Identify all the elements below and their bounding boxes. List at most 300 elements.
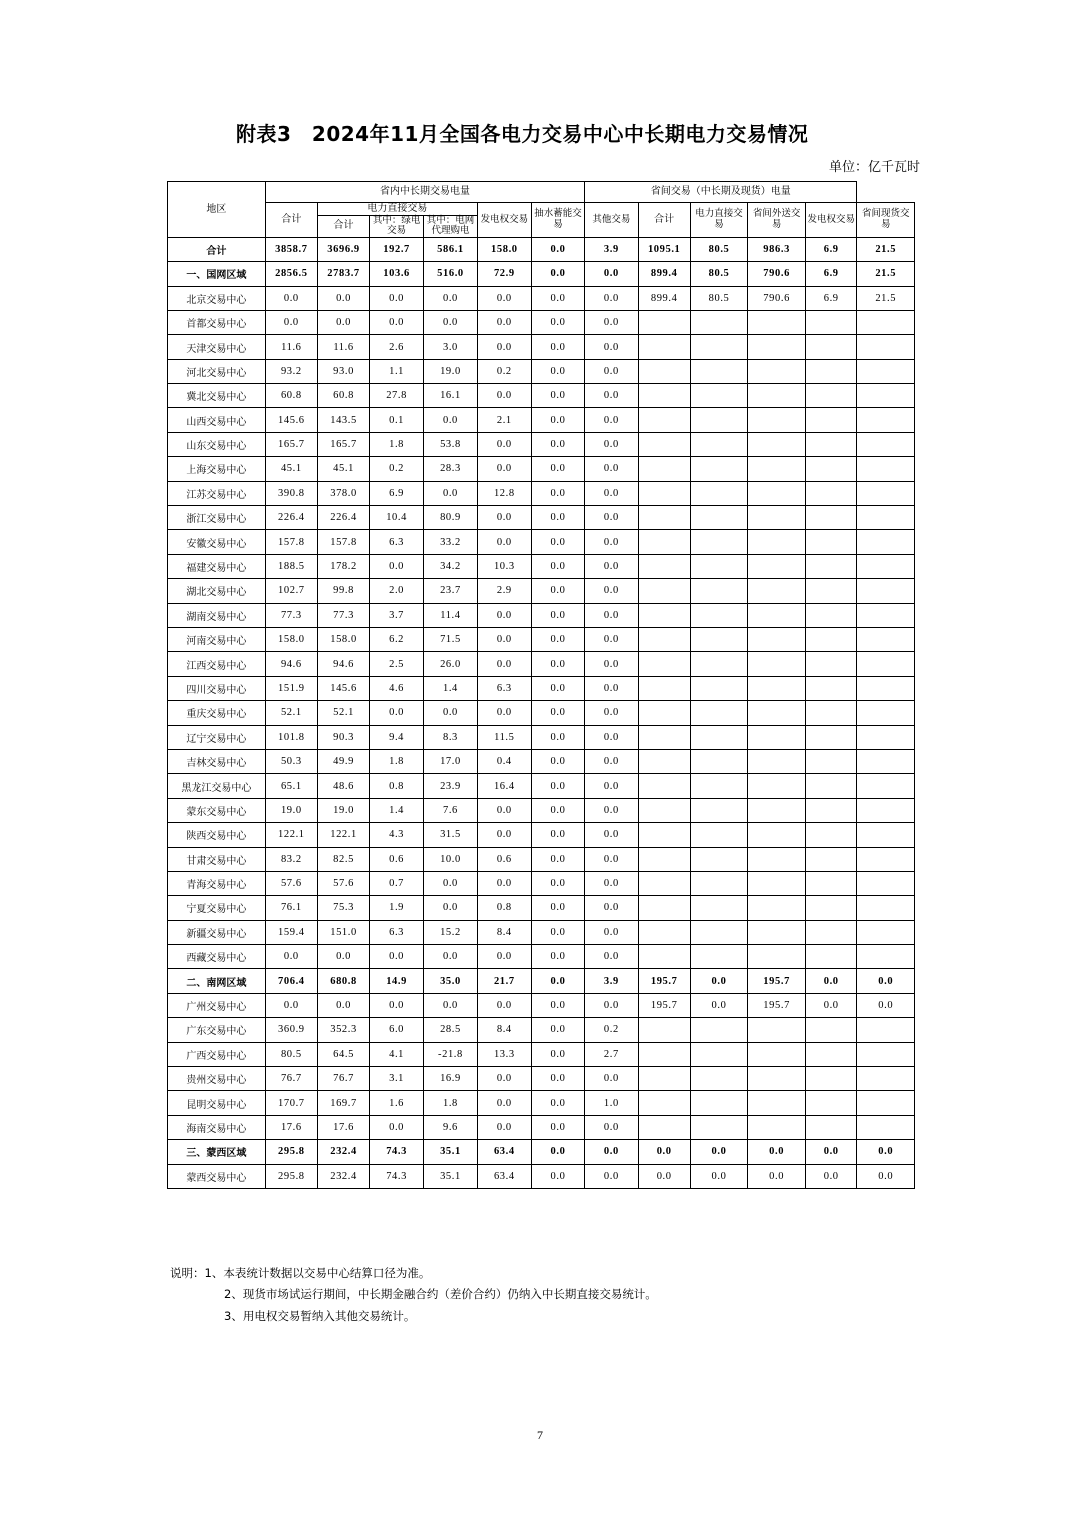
cell-value: 0.0 [585,286,638,310]
cell-value: 65.1 [265,774,317,798]
cell-value: 45.1 [317,457,369,481]
cell-value: 122.1 [317,823,369,847]
cell-value: 0.0 [690,993,747,1017]
row-label: 天津交易中心 [168,335,266,359]
cell-value: 0.0 [638,1164,690,1188]
cell-value: 0.0 [585,554,638,578]
cell-value: 2.7 [585,1042,638,1066]
cell-value: 226.4 [265,506,317,530]
cell-value: 75.3 [317,896,369,920]
cell-value: 226.4 [317,506,369,530]
cell-value: 2856.5 [265,262,317,286]
cell-value: 0.0 [370,1115,424,1139]
cell-value: 21.5 [857,286,915,310]
cell-value: 1.4 [370,798,424,822]
cell-empty [690,945,747,969]
cell-value: 0.1 [370,408,424,432]
row-label: 二、南网区域 [168,969,266,993]
cell-empty [748,871,806,895]
cell-empty [690,359,747,383]
table-row [168,749,915,773]
column-header-inter-direct: 电力直接交易 [690,203,747,238]
cell-value: 6.2 [370,628,424,652]
cell-value: 0.0 [805,969,856,993]
row-label: 辽宁交易中心 [168,725,266,749]
cell-value: 16.1 [424,384,478,408]
cell-empty [857,530,915,554]
cell-empty [748,384,806,408]
row-label: 合计 [168,237,266,261]
cell-value: 9.6 [424,1115,478,1139]
cell-value: -21.8 [424,1042,478,1066]
column-header-intra-total: 合计 [265,203,317,238]
cell-value: 4.3 [370,823,424,847]
row-label: 广州交易中心 [168,993,266,1017]
cell-value: 0.0 [531,408,584,432]
row-label: 贵州交易中心 [168,1067,266,1091]
cell-value: 94.6 [317,652,369,676]
cell-empty [690,628,747,652]
row-label: 海南交易中心 [168,1115,266,1139]
cell-empty [638,554,690,578]
row-label: 山西交易中心 [168,408,266,432]
cell-value: 99.8 [317,579,369,603]
cell-value: 295.8 [265,1164,317,1188]
cell-empty [748,652,806,676]
cell-empty [857,457,915,481]
cell-value: 2783.7 [317,262,369,286]
cell-value: 0.0 [531,628,584,652]
cell-value: 1.0 [585,1091,638,1115]
cell-value: 52.1 [317,701,369,725]
cell-value: 706.4 [265,969,317,993]
cell-value: 26.0 [424,652,478,676]
cell-value: 145.6 [265,408,317,432]
cell-value: 15.2 [424,920,478,944]
cell-empty [638,774,690,798]
table-row [168,920,915,944]
column-header-inter-spot: 省间现货交易 [857,203,915,238]
cell-value: 21.7 [477,969,531,993]
cell-value: 2.1 [477,408,531,432]
page-number: 7 [537,1428,543,1442]
cell-value: 0.0 [531,481,584,505]
cell-empty [690,774,747,798]
cell-value: 80.5 [690,286,747,310]
cell-value: 94.6 [265,652,317,676]
cell-value: 0.0 [585,871,638,895]
cell-empty [690,554,747,578]
row-label: 广东交易中心 [168,1018,266,1042]
table-row [168,1067,915,1091]
cell-value: 0.0 [531,871,584,895]
cell-value: 3858.7 [265,237,317,261]
cell-value: 63.4 [477,1140,531,1164]
cell-value: 0.0 [585,774,638,798]
cell-value: 28.3 [424,457,478,481]
cell-empty [638,1018,690,1042]
row-label: 首都交易中心 [168,310,266,334]
cell-empty [748,749,806,773]
cell-value: 83.2 [265,847,317,871]
cell-empty [805,823,856,847]
cell-empty [748,896,806,920]
cell-empty [805,530,856,554]
row-label: 江苏交易中心 [168,481,266,505]
cell-value: 0.0 [690,969,747,993]
cell-value: 0.0 [585,798,638,822]
cell-empty [690,408,747,432]
cell-empty [857,554,915,578]
cell-value: 195.7 [748,969,806,993]
cell-empty [638,847,690,871]
column-header-gen-right: 发电权交易 [477,203,531,238]
cell-empty [690,1091,747,1115]
cell-empty [690,1115,747,1139]
cell-empty [690,798,747,822]
cell-value: 169.7 [317,1091,369,1115]
cell-value: 352.3 [317,1018,369,1042]
table-row [168,969,915,993]
row-label: 青海交易中心 [168,871,266,895]
cell-value: 0.0 [477,286,531,310]
cell-value: 74.3 [370,1140,424,1164]
cell-value: 899.4 [638,262,690,286]
cell-value: 4.1 [370,1042,424,1066]
cell-value: 80.5 [265,1042,317,1066]
cell-empty [690,457,747,481]
cell-value: 195.7 [748,993,806,1017]
cell-value: 0.0 [477,603,531,627]
cell-value: 0.0 [477,1067,531,1091]
page-title: 附表3 2024年11月全国各电力交易中心中长期电力交易情况 [236,122,809,146]
cell-value: 80.5 [690,262,747,286]
cell-value: 390.8 [265,481,317,505]
cell-value: 295.8 [265,1140,317,1164]
cell-empty [805,774,856,798]
table-row [168,701,915,725]
cell-value: 71.5 [424,628,478,652]
cell-empty [805,871,856,895]
note-item-3: 3、用电权交易暂纳入其他交易统计。 [224,1308,416,1323]
cell-value: 80.5 [690,237,747,261]
cell-empty [805,749,856,773]
cell-value: 0.0 [857,969,915,993]
row-label: 三、蒙西区域 [168,1140,266,1164]
cell-empty [748,310,806,334]
cell-empty [638,432,690,456]
table-row [168,384,915,408]
cell-value: 158.0 [317,628,369,652]
cell-value: 0.0 [424,896,478,920]
table-row [168,237,915,261]
cell-empty [638,1091,690,1115]
group-header-inter-province: 省间交易（中长期及现货）电量 [585,182,857,203]
cell-value: 0.0 [690,1140,747,1164]
cell-value: 0.2 [370,457,424,481]
cell-empty [748,1067,806,1091]
cell-value: 6.9 [370,481,424,505]
cell-empty [857,896,915,920]
cell-value: 64.5 [317,1042,369,1066]
cell-empty [748,1042,806,1066]
cell-value: 0.0 [585,749,638,773]
cell-value: 0.0 [531,310,584,334]
cell-value: 90.3 [317,725,369,749]
cell-value: 80.9 [424,506,478,530]
cell-empty [805,652,856,676]
row-label: 黑龙江交易中心 [168,774,266,798]
cell-empty [638,457,690,481]
cell-empty [748,725,806,749]
cell-empty [857,335,915,359]
table-row [168,628,915,652]
cell-value: 680.8 [317,969,369,993]
cell-empty [857,945,915,969]
cell-empty [690,920,747,944]
row-label: 一、国网区域 [168,262,266,286]
cell-value: 0.0 [531,457,584,481]
cell-empty [748,506,806,530]
cell-empty [805,676,856,700]
cell-empty [638,359,690,383]
cell-value: 0.0 [585,310,638,334]
cell-value: 0.0 [265,286,317,310]
cell-value: 158.0 [477,237,531,261]
note-line-2 [170,1284,657,1305]
cell-empty [690,1018,747,1042]
cell-value: 0.0 [424,310,478,334]
cell-empty [857,847,915,871]
cell-empty [690,676,747,700]
cell-empty [857,823,915,847]
cell-empty [857,432,915,456]
note-item-1: 1、本表统计数据以交易中心结算口径为准。 [204,1266,431,1280]
cell-value: 516.0 [424,262,478,286]
cell-empty [638,1115,690,1139]
cell-empty [748,774,806,798]
cell-empty [857,1091,915,1115]
table-row [168,506,915,530]
cell-value: 34.2 [424,554,478,578]
cell-value: 0.0 [585,823,638,847]
cell-value: 0.0 [531,579,584,603]
cell-value: 0.0 [477,1091,531,1115]
column-header-region: 地区 [168,182,266,238]
cell-value: 0.0 [477,457,531,481]
cell-empty [690,1067,747,1091]
cell-empty [805,335,856,359]
cell-value: 0.0 [805,1164,856,1188]
cell-empty [638,652,690,676]
cell-value: 28.5 [424,1018,478,1042]
cell-value: 0.8 [477,896,531,920]
note-item-2: 2、现货市场试运行期间，中长期金融合约（差价合约）仍纳入中长期直接交易统计。 [224,1287,657,1302]
sub-group-header-direct-trading: 电力直接交易 [317,203,477,216]
cell-value: 0.0 [585,506,638,530]
cell-value: 0.0 [805,993,856,1017]
cell-value: 13.3 [477,1042,531,1066]
cell-value: 0.0 [424,945,478,969]
cell-value: 0.0 [585,847,638,871]
cell-empty [748,676,806,700]
cell-empty [690,847,747,871]
cell-value: 232.4 [317,1140,369,1164]
cell-empty [857,749,915,773]
cell-empty [805,432,856,456]
table-row [168,579,915,603]
cell-value: 0.0 [748,1164,806,1188]
cell-empty [690,603,747,627]
cell-empty [857,506,915,530]
cell-value: 0.0 [477,701,531,725]
cell-value: 0.0 [585,432,638,456]
cell-value: 0.0 [531,335,584,359]
cell-value: 0.0 [805,1140,856,1164]
cell-value: 0.0 [585,530,638,554]
row-label: 冀北交易中心 [168,384,266,408]
cell-empty [857,871,915,895]
cell-value: 53.8 [424,432,478,456]
cell-value: 35.0 [424,969,478,993]
group-header-intra-province: 省内中长期交易电量 [265,182,584,203]
cell-empty [638,310,690,334]
cell-value: 17.6 [317,1115,369,1139]
cell-value: 151.0 [317,920,369,944]
cell-value: 12.8 [477,481,531,505]
cell-value: 0.0 [477,310,531,334]
row-label: 北京交易中心 [168,286,266,310]
row-label: 广西交易中心 [168,1042,266,1066]
cell-empty [638,725,690,749]
notes-block [170,1263,657,1327]
cell-empty [748,701,806,725]
row-label: 吉林交易中心 [168,749,266,773]
cell-value: 0.0 [585,1164,638,1188]
cell-value: 0.0 [585,896,638,920]
cell-value: 378.0 [317,481,369,505]
cell-value: 790.6 [748,286,806,310]
cell-empty [748,823,806,847]
cell-empty [748,408,806,432]
table-row [168,359,915,383]
cell-value: 1.1 [370,359,424,383]
cell-value: 0.0 [585,920,638,944]
cell-value: 1095.1 [638,237,690,261]
column-header-direct-total: 合计 [317,215,369,237]
cell-empty [638,530,690,554]
cell-empty [805,847,856,871]
cell-value: 192.7 [370,237,424,261]
cell-value: 0.0 [531,652,584,676]
cell-value: 3.7 [370,603,424,627]
cell-value: 93.2 [265,359,317,383]
cell-value: 0.0 [424,481,478,505]
trading-data-table [167,181,915,1189]
cell-value: 0.0 [424,871,478,895]
cell-value: 0.0 [370,945,424,969]
cell-value: 0.0 [531,701,584,725]
cell-empty [805,603,856,627]
cell-value: 899.4 [638,286,690,310]
cell-value: 0.0 [424,993,478,1017]
cell-value: 188.5 [265,554,317,578]
cell-value: 0.0 [477,628,531,652]
cell-empty [805,506,856,530]
cell-value: 0.0 [585,408,638,432]
cell-value: 6.0 [370,1018,424,1042]
cell-empty [857,1115,915,1139]
unit-label: 单位：亿千瓦时 [828,159,920,174]
cell-value: 0.0 [265,310,317,334]
cell-value: 48.6 [317,774,369,798]
cell-value: 77.3 [317,603,369,627]
cell-value: 232.4 [317,1164,369,1188]
cell-value: 0.0 [531,1140,584,1164]
cell-empty [857,652,915,676]
cell-empty [805,481,856,505]
cell-empty [690,530,747,554]
cell-value: 11.5 [477,725,531,749]
cell-empty [638,945,690,969]
row-label: 西藏交易中心 [168,945,266,969]
cell-empty [748,457,806,481]
cell-value: 0.0 [531,1164,584,1188]
cell-empty [690,823,747,847]
cell-value: 74.3 [370,1164,424,1188]
cell-value: 93.0 [317,359,369,383]
cell-value: 0.0 [531,603,584,627]
cell-value: 0.0 [690,1164,747,1188]
row-label: 宁夏交易中心 [168,896,266,920]
cell-value: 0.0 [531,554,584,578]
cell-value: 49.9 [317,749,369,773]
cell-value: 0.0 [585,725,638,749]
cell-value: 0.4 [477,749,531,773]
row-label: 上海交易中心 [168,457,266,481]
cell-value: 17.6 [265,1115,317,1139]
cell-empty [690,579,747,603]
cell-value: 72.9 [477,262,531,286]
cell-value: 4.6 [370,676,424,700]
cell-value: 0.0 [477,798,531,822]
cell-value: 0.0 [585,993,638,1017]
cell-value: 19.0 [424,359,478,383]
cell-empty [857,359,915,383]
cell-value: 0.0 [424,408,478,432]
cell-value: 6.9 [805,237,856,261]
cell-empty [857,725,915,749]
cell-empty [638,896,690,920]
column-header-other: 其他交易 [585,203,638,238]
cell-value: 0.0 [531,920,584,944]
cell-value: 16.9 [424,1067,478,1091]
table-row [168,603,915,627]
row-label: 陕西交易中心 [168,823,266,847]
cell-value: 2.9 [477,579,531,603]
cell-value: 21.5 [857,237,915,261]
cell-value: 0.0 [585,335,638,359]
cell-empty [857,603,915,627]
cell-empty [805,945,856,969]
cell-value: 170.7 [265,1091,317,1115]
note-line-1 [170,1263,657,1284]
cell-value: 0.0 [265,945,317,969]
cell-empty [805,1018,856,1042]
cell-value: 16.4 [477,774,531,798]
cell-value: 8.4 [477,920,531,944]
cell-value: 6.3 [477,676,531,700]
